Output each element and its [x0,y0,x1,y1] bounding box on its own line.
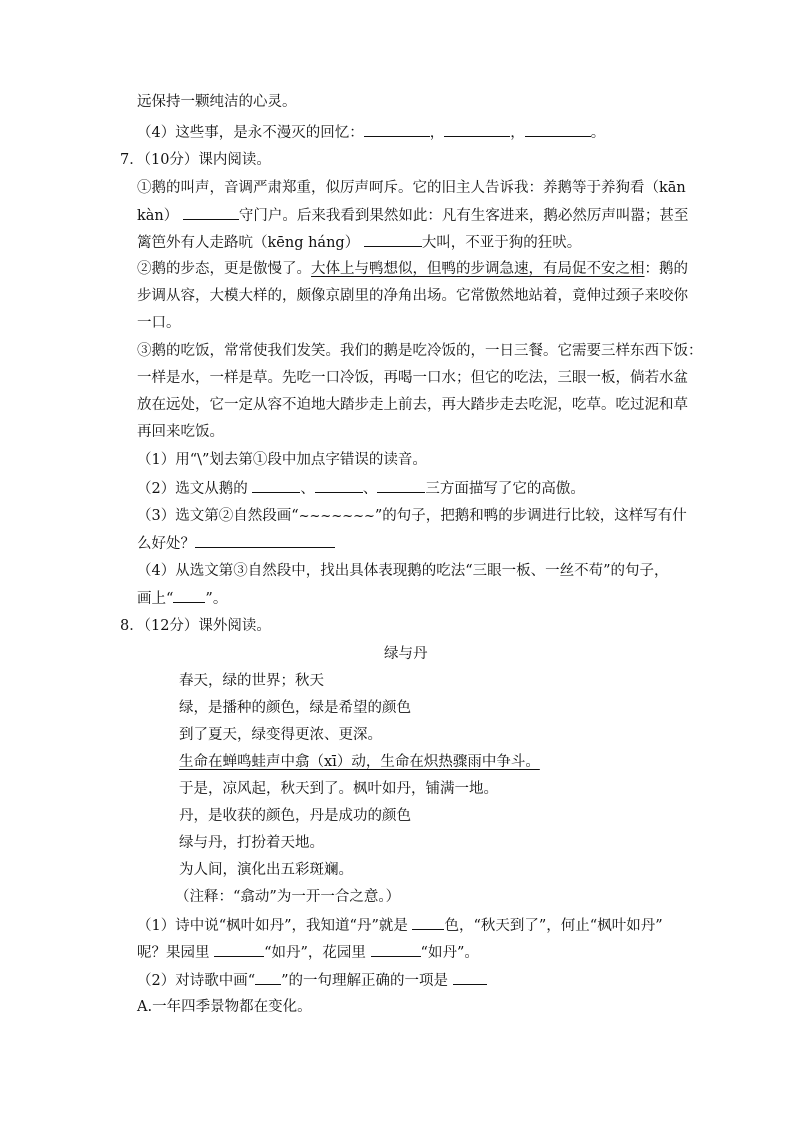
question-text: （1）诗中说“枫叶如丹”，我知道“丹”就是 [137,918,413,934]
answer-blank[interactable] [371,942,421,957]
poem-text: 到了夏天，绿变得更浓、更深。 [179,727,382,743]
question-text: ”的一句理解正确的一项是 [281,973,453,989]
poem-note [175,887,400,907]
question-heading: 7．（10分）课内阅读。 [120,152,271,168]
underlined-poem-text: 生命在蝉鸣蛙声中翕（xī）动，生命在炽热骤雨中争斗。 [179,754,540,770]
question-text: “如丹”，花园里 [264,945,371,961]
poem-text: 丹，是收获的颜色，丹是成功的颜色 [179,808,411,824]
question-text: ”。 [205,591,228,607]
answer-blank[interactable] [173,588,205,603]
paragraph-text: 远保持一颗纯洁的心灵。 [137,94,297,110]
answer-blank[interactable] [364,122,430,137]
paragraph-text: 一样是水，一样是草。先吃一口冷饭，再喝一口水；但它的吃法，三眼一板，倘若水盆 [137,370,688,386]
answer-blank[interactable] [525,122,591,137]
answer-blank[interactable] [255,970,281,985]
question-8-2-option-a [137,997,312,1017]
poem-text: 绿与丹，打扮着天地。 [179,835,324,851]
wavy-line-mark: ~~~~~~~ [298,509,375,524]
question-7-4-line-1 [137,561,669,581]
paragraph-text: kàn） [137,208,179,224]
question-7-4-line-2 [137,588,227,609]
paragraph-text: 篱笆外有人走路吭（kēng háng） [137,235,360,251]
paragraph-3-line-1 [137,341,703,361]
poem-line [179,671,324,691]
question-text: ”的句子，把鹅和鸭的步调进行比较，这样写有什 [374,508,687,524]
question-8-heading [120,616,271,636]
question-text: （4）这些事，是永不漫灭的回忆： [137,125,364,141]
paragraph-2-line-2 [137,286,688,306]
question-text: 三方面描写了它的高傲。 [425,481,585,497]
paragraph-text: 再回来吃饭。 [137,424,224,440]
poem-text: 为人间，演化出五彩斑斓。 [179,862,353,878]
option-text: A.一年四季景物都在变化。 [137,999,312,1015]
question-7-3-line-1 [137,506,687,527]
question-text: （4）从选文第③自然段中，找出具体表现鹅的吃法“三眼一板、一丝不苟”的句子， [137,563,669,579]
question-text: （3）选文第②自然段画“ [137,508,299,524]
question-text: 呢？果园里 [137,945,215,961]
paragraph-text: 守门户。后来我看到果然如此：凡有生客进来，鹅必然厉声叫嚣；甚至 [238,208,689,224]
paragraph-text: ①鹅的叫声，音调严肃郑重，似厉声呵斥。它的旧主人告诉我：养鹅等于养狗看（kān [137,180,686,196]
question-text: 色，“秋天到了”，何止“枫叶如丹” [444,918,663,934]
answer-blank[interactable] [183,205,239,220]
poem-line [179,833,324,853]
paragraph-1-line-2 [137,205,688,226]
punctuation: 。 [590,125,606,141]
answer-blank[interactable] [252,478,300,493]
poem-line [179,860,353,880]
question-7-1 [137,450,427,470]
paragraph-text: ：鹅的 [644,261,688,277]
answer-blank[interactable] [453,970,487,985]
punctuation: ， [429,125,445,141]
underlined-sentence: 大体上与鸭想似，但鸭的步调急速，有局促不安之相 [311,261,645,277]
answer-blank[interactable] [444,122,510,137]
question-8-1-line-1 [137,915,663,936]
poem-line [179,698,411,718]
paragraph-2-line-1 [137,259,688,279]
question-text: （2）选文从鹅的 [137,481,253,497]
answer-blank[interactable] [315,478,363,493]
paragraph-1-line-1 [137,178,686,198]
poem-title [384,644,428,664]
poem-line [179,725,382,745]
question-text: 画上“ [137,591,174,607]
punctuation: 、 [300,481,315,497]
paragraph-text: 一口。 [137,315,181,331]
paragraph-1-line-3 [137,232,581,253]
punctuation: ， [510,125,525,141]
question-8-2 [137,970,487,991]
question-text: “如丹”。 [420,945,479,961]
poem-text: 于是，凉风起，秋天到了。枫叶如丹，铺满一地。 [179,781,498,797]
paragraph-text: 步调从容，大模大样的，颇像京剧里的净角出场。它常傲然地站着，竟伸过颈子来咬你 [137,288,688,304]
answer-blank[interactable] [214,942,264,957]
poem-line [179,779,498,799]
answer-blank[interactable] [195,533,335,548]
answer-blank[interactable] [364,232,422,247]
paragraph-text: 放在远处，它一定从容不迫地大踏步走上前去，再大踏步走去吃泥，吃草。吃过泥和草 [137,397,688,413]
question-text: 么好处？ [137,536,195,552]
paragraph-text: ③鹅的吃饭，常常使我们发笑。我们的鹅是吃冷饭的，一日三餐。它需要三样东西下饭： [137,343,703,359]
paragraph-text: ②鹅的步态，更是傲慢了。 [137,261,311,277]
poem-text: 春天，绿的世界；秋天 [179,673,324,689]
question-text: （1）用“\”划去第①段中加点字错误的读音。 [137,452,427,468]
poem-title-text: 绿与丹 [384,646,428,662]
paragraph-text: 大叫，不亚于狗的狂吠。 [421,235,582,251]
poem-line-underlined [179,752,540,772]
paragraph-3-line-3 [137,395,688,415]
answer-blank[interactable] [377,478,425,493]
question-6-4 [137,122,605,143]
paragraph-2-line-3 [137,313,181,333]
paragraph-3-line-2 [137,368,688,388]
paragraph-3-line-4 [137,422,224,442]
question-7-2 [137,478,585,499]
question-8-1-line-2 [137,942,479,963]
question-7-3-line-2 [137,533,335,554]
punctuation: 、 [362,481,378,497]
text-line [137,92,297,112]
note-text: （注释：“翕动”为一开一合之意。） [175,889,401,905]
answer-blank[interactable] [412,915,444,930]
question-text: （2）对诗歌中画“ [137,973,256,989]
poem-text: 绿，是播种的颜色，绿是希望的颜色 [179,700,411,716]
question-heading: 8．（12分）课外阅读。 [120,618,271,634]
question-7-heading [120,150,271,170]
poem-line [179,806,411,826]
